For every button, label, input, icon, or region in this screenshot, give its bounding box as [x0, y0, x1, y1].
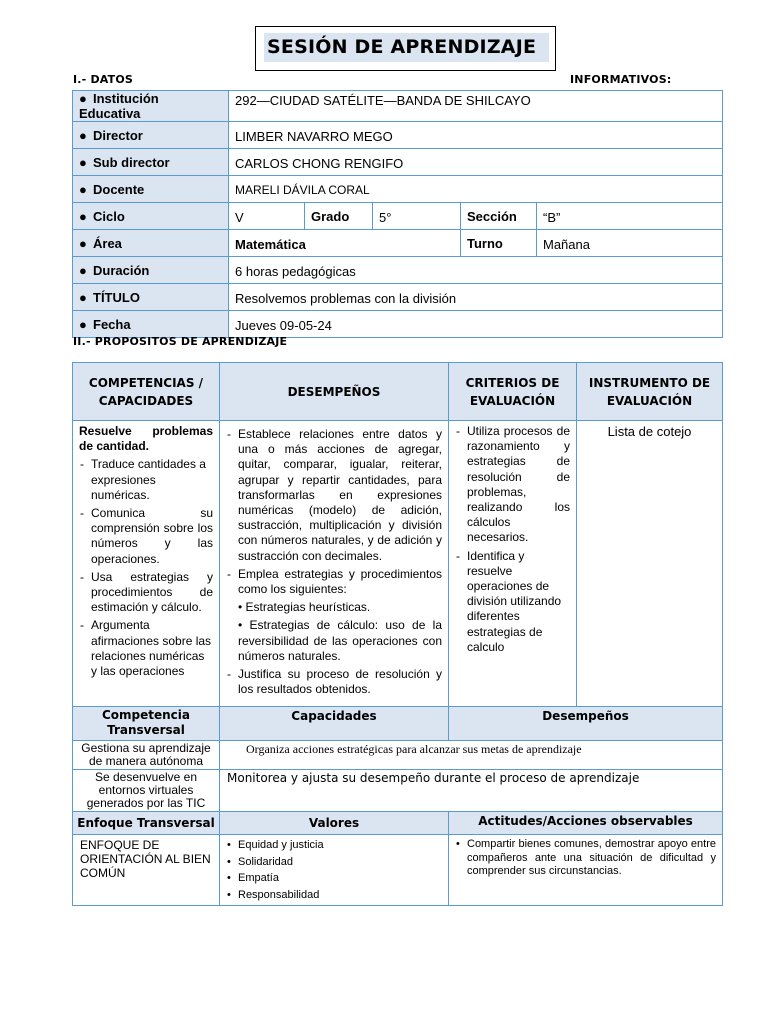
header-capacidades: Capacidades	[220, 707, 449, 741]
value-docente: MARELI DÁVILA CORAL	[229, 176, 723, 203]
value-seccion: “B”	[537, 203, 723, 230]
value-grado: 5°	[373, 203, 461, 230]
row-subdirector: ● Sub director CARLOS CHONG RENGIFO	[73, 149, 723, 176]
list-item	[226, 567, 442, 664]
propositos-body-row	[73, 421, 723, 707]
section-datos-heading: I.- DATOS	[73, 73, 134, 86]
enfoque-value: ENFOQUE DE ORIENTACIÓN AL BIEN COMÚN	[73, 835, 220, 906]
datos-table	[72, 90, 723, 338]
header-actitudes: Actitudes/Acciones observables	[449, 812, 723, 835]
value-titulo: Resolvemos problemas con la división	[229, 284, 723, 311]
desempeno-text: Emplea estrategias y procedimientos como los siguientes:	[238, 566, 442, 597]
transversal-competencia: Gestiona su aprendizaje de manera autónoma	[73, 741, 220, 770]
section-propositos-heading: II.- PROPOSITOS DE APRENDIZAJE	[73, 335, 288, 348]
header-criterios: CRITERIOS DE EVALUACIÓN	[449, 363, 577, 421]
label-docente: Docente	[93, 181, 145, 197]
propositos-table	[72, 362, 723, 906]
desempeno-sub: • Estrategias de cálculo: uso de la reversibilidad de las operaciones con números naturales.	[238, 618, 442, 663]
list-item: - Establece relaciones entre datos y una o más acciones de agregar, quitar, comparar, igualar, reiterar, agrupar y repartir cantidades, para transformarlas en expresiones numéricas (modelo) de adición, sustracción, multiplicación y división con números naturales, y de adición y sustracción con decimales.	[226, 427, 442, 564]
row-institucion: ● Institución Educativa 292—CIUDAD SATÉLITE—BANDA DE SHILCAYO	[73, 91, 723, 122]
label-turno: Turno	[461, 230, 537, 257]
list-item: - Usa estrategias y procedimientos de estimación y cálculo.	[79, 570, 213, 616]
row-duracion: ● Duración 6 horas pedagógicas	[73, 257, 723, 284]
header-competencia-transversal: Competencia Transversal	[73, 707, 220, 741]
value-subdirector: CARLOS CHONG RENGIFO	[229, 149, 723, 176]
list-item: • Solidaridad	[224, 854, 444, 871]
header-enfoque: Enfoque Transversal	[73, 812, 220, 835]
header-instrumento: INSTRUMENTO DE EVALUACIÓN	[577, 363, 723, 421]
value-fecha: Jueves 09-05-24	[229, 311, 723, 338]
section-datos-heading-right: INFORMATIVOS:	[570, 73, 672, 86]
value-turno: Mañana	[537, 230, 723, 257]
header-competencias: COMPETENCIAS / CAPACIDADES	[73, 363, 220, 421]
label-grado: Grado	[305, 203, 373, 230]
value-duracion: 6 horas pedagógicas	[229, 257, 723, 284]
list-item: - Argumenta afirmaciones sobre las relaciones numéricas y las operaciones	[79, 618, 213, 679]
competencia-title: Resuelve problemas de cantidad.	[79, 424, 213, 454]
title-box	[255, 26, 556, 71]
row-area: ● Área Matemática Turno Mañana	[73, 230, 723, 257]
label-director: Director	[93, 127, 143, 143]
label-fecha: Fecha	[93, 316, 131, 332]
criterios-list	[455, 424, 570, 655]
header-desempenos: DESEMPEÑOS	[220, 363, 449, 421]
value-institucion: 292—CIUDAD SATÉLITE—BANDA DE SHILCAYO	[229, 91, 723, 122]
value-area: Matemática	[229, 230, 461, 257]
header-desempenos-transversal: Desempeños	[449, 707, 723, 741]
list-item: - Traduce cantidades a expresiones numéricas.	[79, 457, 213, 503]
transversal-header-row	[73, 707, 723, 741]
enfoque-row	[73, 835, 723, 906]
label-subdirector: Sub director	[93, 154, 170, 170]
header-valores: Valores	[220, 812, 449, 835]
row-fecha: ● Fecha Jueves 09-05-24	[73, 311, 723, 338]
list-item: • Compartir bienes comunes, demostrar apoyo entre compañeros ante una situación de dificultad y comprender sus circunstancias.	[453, 838, 716, 879]
label-ciclo: Ciclo	[93, 208, 125, 224]
list-item: - Identifica y resuelve operaciones de división utilizando diferentes estrategias de calculo	[455, 549, 570, 655]
valores-list	[224, 837, 444, 903]
transversal-row	[73, 741, 723, 770]
list-item: • Responsabilidad	[224, 887, 444, 904]
list-item: - Comunica su comprensión sobre los números y las operaciones.	[79, 506, 213, 567]
label-titulo: TÍTULO	[93, 289, 140, 305]
value-director: LIMBER NAVARRO MEGO	[229, 122, 723, 149]
label-institucion: Institución Educativa	[79, 91, 159, 121]
page-title: SESIÓN DE APRENDIZAJE	[264, 33, 549, 62]
transversal-row	[73, 770, 723, 812]
list-item: • Equidad y justicia	[224, 837, 444, 854]
value-ciclo: V	[229, 203, 305, 230]
label-duracion: Duración	[93, 262, 150, 278]
label-area: Área	[93, 235, 122, 251]
desempeno-sub: • Estrategias heurísticas.	[238, 600, 371, 615]
row-titulo: ● TÍTULO Resolvemos problemas con la división	[73, 284, 723, 311]
row-director: ● Director LIMBER NAVARRO MEGO	[73, 122, 723, 149]
transversal-competencia: Se desenvuelve en entornos virtuales generados por las TIC	[73, 770, 220, 812]
actitudes-list	[453, 838, 716, 879]
label-seccion: Sección	[461, 203, 537, 230]
list-item: - Justifica su proceso de resolución y los resultados obtenidos.	[226, 667, 442, 697]
transversal-capacidad: Monitorea y ajusta su desempeño durante el proceso de aprendizaje	[220, 770, 723, 812]
row-ciclo: ● Ciclo V Grado 5° Sección “B”	[73, 203, 723, 230]
list-item: • Empatía	[224, 870, 444, 887]
instrumento-value: Lista de cotejo	[577, 421, 723, 707]
enfoque-header-row	[73, 812, 723, 835]
propositos-header-row	[73, 363, 723, 421]
desempenos-list	[226, 427, 442, 697]
capacidades-list	[79, 457, 213, 679]
transversal-capacidad: Organiza acciones estratégicas para alcanzar sus metas de aprendizaje	[220, 741, 723, 770]
list-item: - Utiliza procesos de razonamiento y estrategias de resolución de problemas, realizando los cálculos necesarios.	[455, 424, 570, 546]
row-docente: ● Docente MARELI DÁVILA CORAL	[73, 176, 723, 203]
